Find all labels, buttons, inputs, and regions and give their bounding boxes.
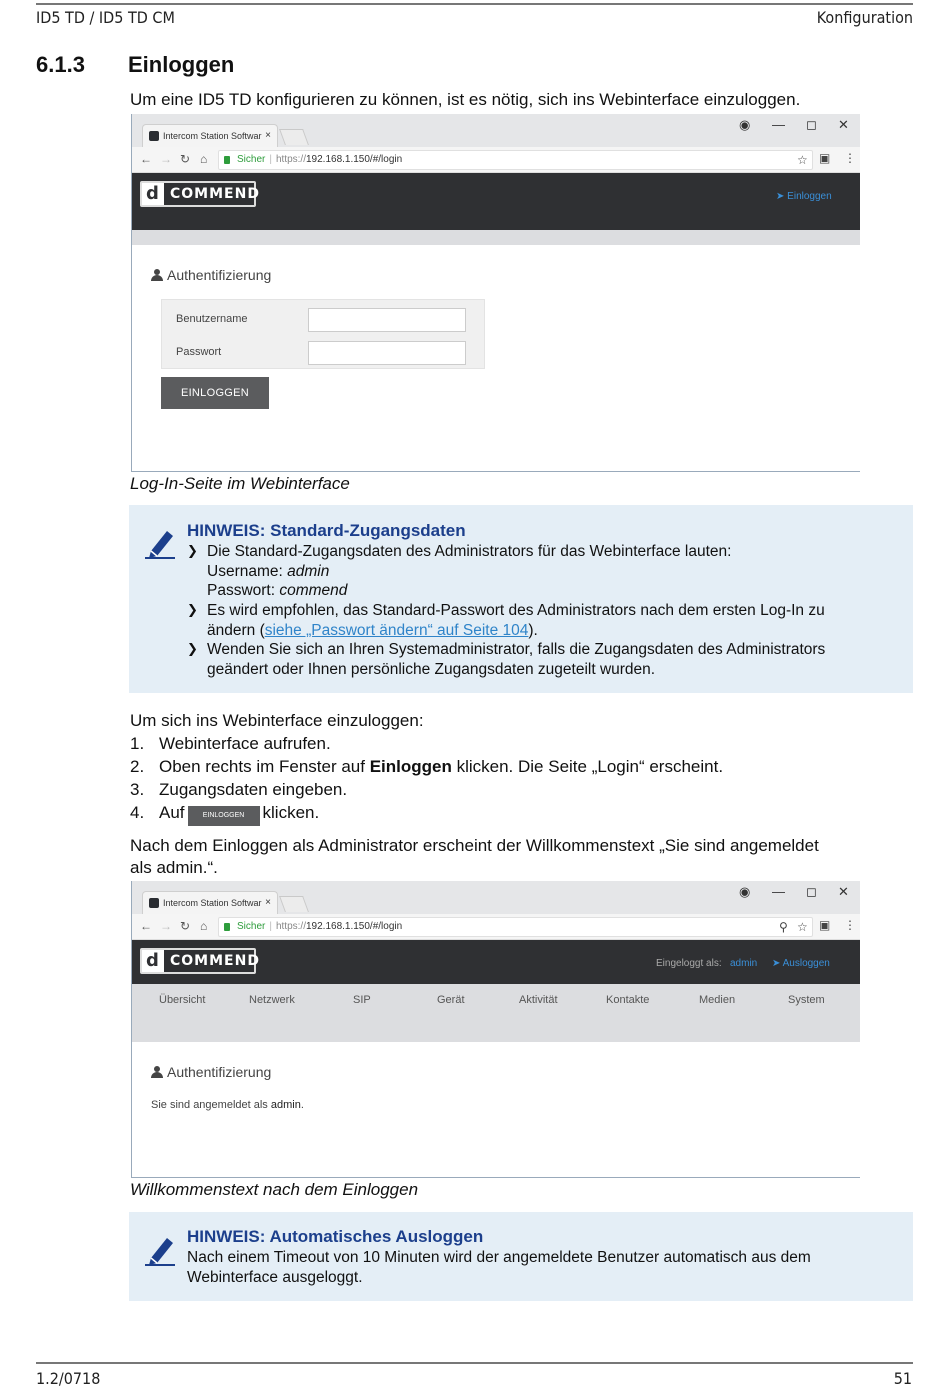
browser-address-bar (132, 147, 860, 173)
favicon-icon (149, 898, 159, 908)
tab-close-icon[interactable]: × (265, 897, 271, 908)
tab-close-icon[interactable]: × (265, 130, 271, 141)
close-window-icon[interactable]: ✕ (838, 117, 849, 132)
login-button[interactable]: EINLOGGEN (161, 377, 269, 409)
login-form (161, 299, 485, 369)
password-input[interactable] (308, 341, 466, 365)
nav-medien[interactable]: Medien (699, 994, 736, 1006)
lock-icon (224, 923, 230, 931)
step-2: 2. Oben rechts im Fenster auf Einloggen klicken. Die Seite „Login“ erscheint. (130, 757, 724, 776)
logo-text: COMMEND (170, 186, 260, 202)
username-label: Benutzername (176, 313, 248, 325)
password-label: Passwort (176, 346, 222, 358)
nav-bar (132, 230, 860, 245)
browser-address-bar (132, 914, 860, 940)
nav-kontakte[interactable]: Kontakte (606, 994, 650, 1006)
login-link-label: Einloggen (787, 191, 832, 202)
commend-logo (140, 181, 260, 207)
change-password-link[interactable]: siehe „Passwort ändern“ auf Seite 104 (264, 621, 529, 639)
tab-title: Intercom Station Softwar (163, 131, 262, 141)
close-window-icon[interactable]: ✕ (838, 884, 849, 899)
reload-icon[interactable]: ↻ (180, 152, 191, 166)
back-icon[interactable]: ← (140, 919, 152, 933)
favicon-icon (149, 131, 159, 141)
cast-icon[interactable]: ▣ (819, 918, 831, 932)
menu-dots-icon[interactable]: ⋮ (844, 918, 856, 932)
bookmark-star-icon[interactable]: ☆ (797, 920, 808, 934)
section-title: Einloggen (128, 52, 235, 77)
nav-sip[interactable]: SIP (353, 994, 371, 1006)
browser-titlebar (132, 881, 860, 914)
nav-geraet[interactable]: Gerät (437, 994, 465, 1006)
header-right: Konfiguration (816, 8, 913, 27)
nav-aktivitaet[interactable]: Aktivität (519, 994, 558, 1006)
step-1: 1. Webinterface aufrufen. (130, 734, 331, 753)
key-icon[interactable]: ⚲ (779, 920, 788, 934)
username-input[interactable] (308, 308, 466, 332)
intro-text: Um eine ID5 TD konfigurieren zu können, ist es nötig, sich ins Webinterface einzuloggen. (130, 90, 801, 109)
url-text: 192.168.1.150/#/login (305, 154, 403, 165)
after-login-text: Nach dem Einloggen als Administrator erscheint der Willkommenstext „Sie sind angemeldet als admin.“. (130, 836, 819, 877)
login-screenshot (131, 114, 860, 472)
tab-title: Intercom Station Softwar (163, 898, 262, 908)
note-body: Nach einem Timeout von 10 Minuten wird der angemeldete Benutzer automatisch aus dem Webinterface ausgeloggt. (187, 1249, 811, 1286)
password-line: Passwort: commend (207, 582, 348, 600)
home-icon[interactable]: ⌂ (200, 919, 208, 933)
footer-left: 1.2/0718 (36, 1369, 101, 1388)
user-icon (151, 1066, 163, 1078)
nav-uebersicht[interactable]: Übersicht (159, 994, 206, 1006)
logged-in-user[interactable]: admin (730, 958, 758, 969)
steps-intro: Um sich ins Webinterface einzuloggen: (130, 711, 424, 730)
cast-icon[interactable]: ▣ (819, 151, 831, 165)
auth-title-text: Authentifizierung (167, 1064, 272, 1080)
header-rule (36, 3, 913, 5)
browser-tab[interactable] (142, 124, 278, 147)
auth-title-text: Authentifizierung (167, 267, 272, 283)
inline-login-button: EINLOGGEN (188, 806, 260, 826)
note-bullet-2: Es wird empfohlen, das Standard-Passwort des Administrators nach dem ersten Log-In zu ändern (siehe „Passwort ändern“ auf Seite 104). (207, 602, 825, 639)
secure-label: Sicher (237, 921, 266, 932)
welcome-user: admin (270, 1099, 301, 1111)
login-link[interactable]: ➤ Einloggen (776, 191, 832, 202)
logo-text: COMMEND (170, 953, 260, 969)
forward-icon[interactable]: → (160, 152, 172, 166)
new-tab-button[interactable] (279, 896, 309, 912)
note-auto-logout (129, 1212, 913, 1301)
reload-icon[interactable]: ↻ (180, 919, 191, 933)
step-4: 4. Auf EINLOGGEN klicken. (130, 802, 319, 826)
maximize-icon[interactable]: ◻ (806, 884, 817, 899)
welcome-screenshot (131, 881, 860, 1178)
auth-title (151, 267, 271, 283)
logo-mark: d (142, 950, 164, 972)
logout-link-label: Ausloggen (782, 958, 830, 969)
password-row (162, 335, 484, 368)
app-header (132, 173, 860, 230)
minimize-icon[interactable]: — (772, 117, 785, 132)
secure-label: Sicher (237, 154, 266, 165)
username-row (162, 302, 484, 335)
url-field[interactable]: Sicher | https://192.168.1.150/#/login ⚲ ☆ (218, 917, 813, 937)
footer-rule (36, 1362, 913, 1364)
note-title: HINWEIS: Automatisches Ausloggen (187, 1227, 484, 1246)
profile-icon[interactable]: ◉ (739, 117, 751, 132)
default-password: commend (279, 582, 348, 600)
caption-login: Log-In-Seite im Webinterface (130, 474, 350, 493)
caption-welcome: Willkommenstext nach dem Einloggen (130, 1180, 419, 1199)
url-field[interactable]: Sicher | https://192.168.1.150/#/login ☆ (218, 150, 813, 170)
logged-in-label: Eingeloggt als: (656, 958, 722, 969)
user-icon (151, 269, 163, 281)
browser-titlebar (132, 114, 860, 147)
url-text: 192.168.1.150/#/login (305, 921, 403, 932)
note-bullet-1 (207, 542, 731, 601)
main-nav (132, 984, 860, 1042)
page-number: 51 (893, 1369, 912, 1388)
note-bullet-1-line: Die Standard-Zugangsdaten des Administrators für das Webinterface lauten: (207, 543, 732, 560)
url-protocol: https:// (275, 921, 306, 932)
section-number: 6.1.3 (36, 52, 85, 77)
nav-system[interactable]: System (788, 994, 825, 1006)
url-protocol: https:// (275, 154, 306, 165)
forward-icon[interactable]: → (160, 919, 172, 933)
nav-netzwerk[interactable]: Netzwerk (249, 994, 295, 1006)
commend-logo (140, 948, 260, 974)
logout-link[interactable]: ➤ Ausloggen (772, 958, 830, 969)
bullet-chevron-icon: ❯ (187, 543, 198, 558)
menu-dots-icon[interactable]: ⋮ (844, 151, 856, 165)
note-default-credentials (129, 505, 913, 693)
bullet-chevron-icon: ❯ (187, 602, 198, 617)
lock-icon (224, 156, 230, 164)
maximize-icon[interactable]: ◻ (806, 117, 817, 132)
note-bullet-3: Wenden Sie sich an Ihren Systemadministrator, falls die Zugangsdaten des Administrators geändert oder Ihnen persönliche Zugangsdaten zugeteilt wurden. (207, 641, 826, 678)
auth-title (151, 1064, 271, 1080)
pencil-icon (145, 1234, 175, 1266)
profile-icon[interactable]: ◉ (739, 884, 751, 899)
back-icon[interactable]: ← (140, 152, 152, 166)
pencil-icon (145, 527, 175, 559)
bookmark-star-icon[interactable]: ☆ (797, 153, 808, 167)
minimize-icon[interactable]: — (772, 884, 785, 899)
new-tab-button[interactable] (279, 129, 309, 145)
header-left: ID5 TD / ID5 TD CM (36, 8, 175, 27)
browser-tab[interactable] (142, 891, 278, 914)
bullet-chevron-icon: ❯ (187, 641, 198, 656)
welcome-message: Sie sind angemeldet als admin. (151, 1099, 304, 1111)
default-username: admin (287, 562, 330, 580)
step-3: 3. Zugangsdaten eingeben. (130, 780, 348, 799)
username-line: Username: admin (207, 562, 330, 580)
logo-mark: d (142, 183, 164, 205)
note-title: HINWEIS: Standard-Zugangsdaten (187, 521, 466, 540)
home-icon[interactable]: ⌂ (200, 152, 208, 166)
